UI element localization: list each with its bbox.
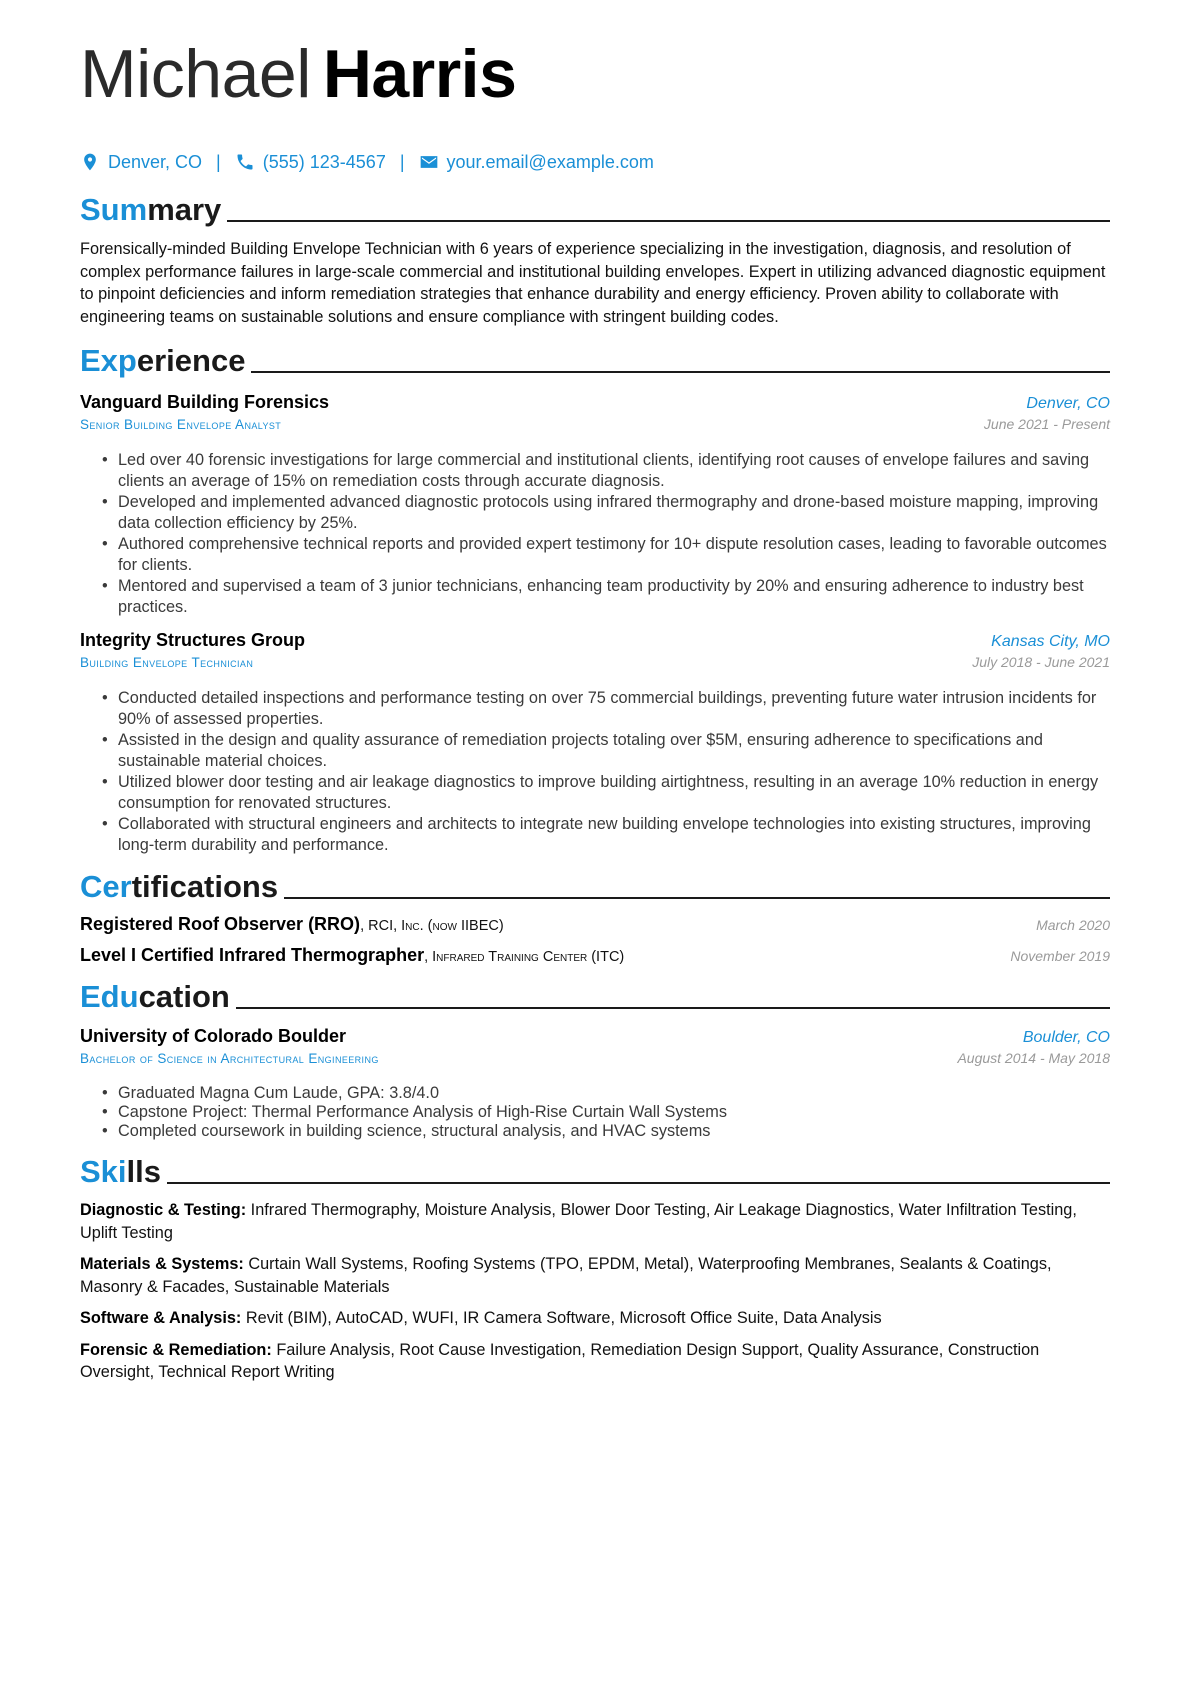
contact-separator: | <box>399 151 405 172</box>
list-item: • Conducted detailed inspections and performance testing on over 75 commercial buildings, preventing future water intrusion incidents for 90% of assessed properties. <box>102 688 1110 730</box>
skill-group <box>80 1307 1110 1330</box>
candidate-name <box>80 36 1110 126</box>
cert-name: Level I Certified Infrared Thermographer <box>80 945 425 965</box>
contact-location <box>80 152 202 173</box>
list-item: • Utilized blower door testing and air leakage diagnostics to improve building airtightness, resulting in an average 10% reduction in energy consumption for renovated structures. <box>102 772 1110 814</box>
education-dates: August 2014 - May 2018 <box>957 1050 1110 1066</box>
envelope-icon <box>419 152 439 172</box>
section-title: Summary <box>80 192 222 227</box>
skill-text: Failure Analysis, Root Cause Investigation, Remediation Design Support, Quality Assurance, Construction Oversight, Technical Report Writing <box>80 1340 1040 1381</box>
skill-label: Forensic & Remediation: <box>80 1340 272 1359</box>
location-text: Denver, CO <box>108 151 203 172</box>
certifications-heading <box>80 866 1110 902</box>
skill-text: Infrared Thermography, Moisture Analysis, Blower Door Testing, Air Leakage Diagnostics, Water Infiltration Testing, Uplift Testing <box>80 1201 1077 1242</box>
section-rule <box>167 1182 1110 1184</box>
contact-separator: | <box>216 151 221 172</box>
section-title: Experience <box>80 343 246 378</box>
cert-date: November 2019 <box>1010 948 1110 964</box>
contact-email[interactable] <box>419 152 654 173</box>
section-rule <box>251 371 1110 373</box>
section-rule <box>284 897 1110 899</box>
skill-group <box>80 1253 1110 1298</box>
employer-name: Vanguard Building Forensics <box>80 392 330 412</box>
school-name: University of Colorado Boulder <box>80 1026 347 1046</box>
list-item: • Developed and implemented advanced diagnostic protocols using infrared thermography and drone-based moisture mapping, improving data collection efficiency by 25%. <box>102 492 1110 534</box>
job-dates: July 2018 - June 2021 <box>972 654 1110 670</box>
list-item: • Led over 40 forensic investigations for large commercial and institutional clients, identifying root causes of envelope failures and saving clients an average of 15% on remediation costs through accurate diagnosis. <box>102 450 1110 492</box>
contact-phone[interactable] <box>235 152 386 173</box>
experience-heading <box>80 340 1110 376</box>
list-item: • Assisted in the design and quality assurance of remediation projects totaling over $5M, ensuring adherence to specifications and sustainable material choices. <box>102 730 1110 772</box>
list-item: • Completed coursework in building science, structural analysis, and HVAC systems <box>102 1122 1110 1141</box>
skill-group <box>80 1199 1110 1244</box>
skill-label: Diagnostic & Testing: <box>80 1201 247 1219</box>
job-bullets <box>80 688 1110 856</box>
section-rule <box>227 220 1110 222</box>
skill-text: Revit (BIM), AutoCAD, WUFI, IR Camera Software, Microsoft Office Suite, Data Analysis <box>245 1309 882 1327</box>
list-item: • Collaborated with structural engineers and architects to integrate new building envelope technologies into existing structures, improving long-term durability and performance. <box>102 814 1110 856</box>
list-item: • Authored comprehensive technical reports and provided expert testimony for 10+ dispute resolution cases, leading to favorable outcomes for clients. <box>102 534 1110 576</box>
list-item: • Graduated Magna Cum Laude, GPA: 3.8/4.0 <box>102 1084 1110 1103</box>
phone-text: (555) 123-4567 <box>262 151 386 172</box>
education-heading <box>80 976 1110 1012</box>
section-title: Skills <box>80 1154 161 1189</box>
job-title: Senior Building Envelope Analyst <box>80 417 282 432</box>
degree: Bachelor of Science in Architectural Engineering <box>80 1051 379 1066</box>
job-dates: June 2021 - Present <box>983 416 1110 432</box>
skill-label: Software & Analysis: <box>80 1309 242 1327</box>
education-entry <box>80 1026 1110 1141</box>
summary-heading <box>80 189 1110 225</box>
phone-icon <box>235 152 255 172</box>
cert-issuer: Infrared Training Center (ITC) <box>432 949 625 965</box>
job-location: Denver, CO <box>1026 395 1110 412</box>
education-bullets <box>80 1084 1110 1141</box>
section-title: Education <box>80 979 230 1014</box>
first-name: Michael <box>80 36 311 112</box>
job-entry <box>80 392 1110 618</box>
last-name: Harris <box>322 36 517 112</box>
employer-name: Integrity Structures Group <box>80 630 306 650</box>
job-title: Building Envelope Technician <box>80 655 254 670</box>
skill-group <box>80 1339 1110 1384</box>
email-text: your.email@example.com <box>446 151 654 172</box>
job-entry <box>80 630 1110 856</box>
skill-text: Curtain Wall Systems, Roofing Systems (TPO, EPDM, Metal), Waterproofing Membranes, Sealants & Coatings, Masonry & Facades, Sustainable Materials <box>80 1255 1052 1296</box>
contact-bar <box>80 149 1110 175</box>
map-pin-icon <box>80 152 100 172</box>
cert-name: Registered Roof Observer (RRO) <box>80 914 361 934</box>
section-title: Certifications <box>80 869 279 904</box>
list-item: • Mentored and supervised a team of 3 junior technicians, enhancing team productivity by 20% and ensuring adherence to industry best practices. <box>102 576 1110 618</box>
certification-item: Level I Certified Infrared Thermographer, Infrared Training Center (ITC) November 2019 <box>80 945 1110 965</box>
section-rule <box>236 1007 1110 1009</box>
list-item: • Capstone Project: Thermal Performance Analysis of High-Rise Curtain Wall Systems <box>102 1103 1110 1122</box>
cert-date: March 2020 <box>1036 917 1110 933</box>
summary-text: Forensically-minded Building Envelope Technician with 6 years of experience specializing in the investigation, diagnosis, and resolution of complex performance failures in large-scale commercial and institutional building envelopes. Expert in utilizing advanced diagnostic equipment to pinpoint deficiencies and inform remediation strategies that enhance durability and energy efficiency. Proven ability to collaborate with engineering teams on sustainable solutions and ensure compliance with stringent building codes. <box>80 240 1106 326</box>
job-bullets <box>80 450 1110 618</box>
skill-label: Materials & Systems: <box>80 1255 244 1273</box>
cert-issuer: RCI, Inc. (now IIBEC) <box>368 918 504 934</box>
skills-heading <box>80 1151 1110 1187</box>
school-location: Boulder, CO <box>1022 1029 1110 1046</box>
certification-item: Registered Roof Observer (RRO), RCI, Inc. (now IIBEC) March 2020 <box>80 914 1110 934</box>
job-location: Kansas City, MO <box>991 633 1110 650</box>
